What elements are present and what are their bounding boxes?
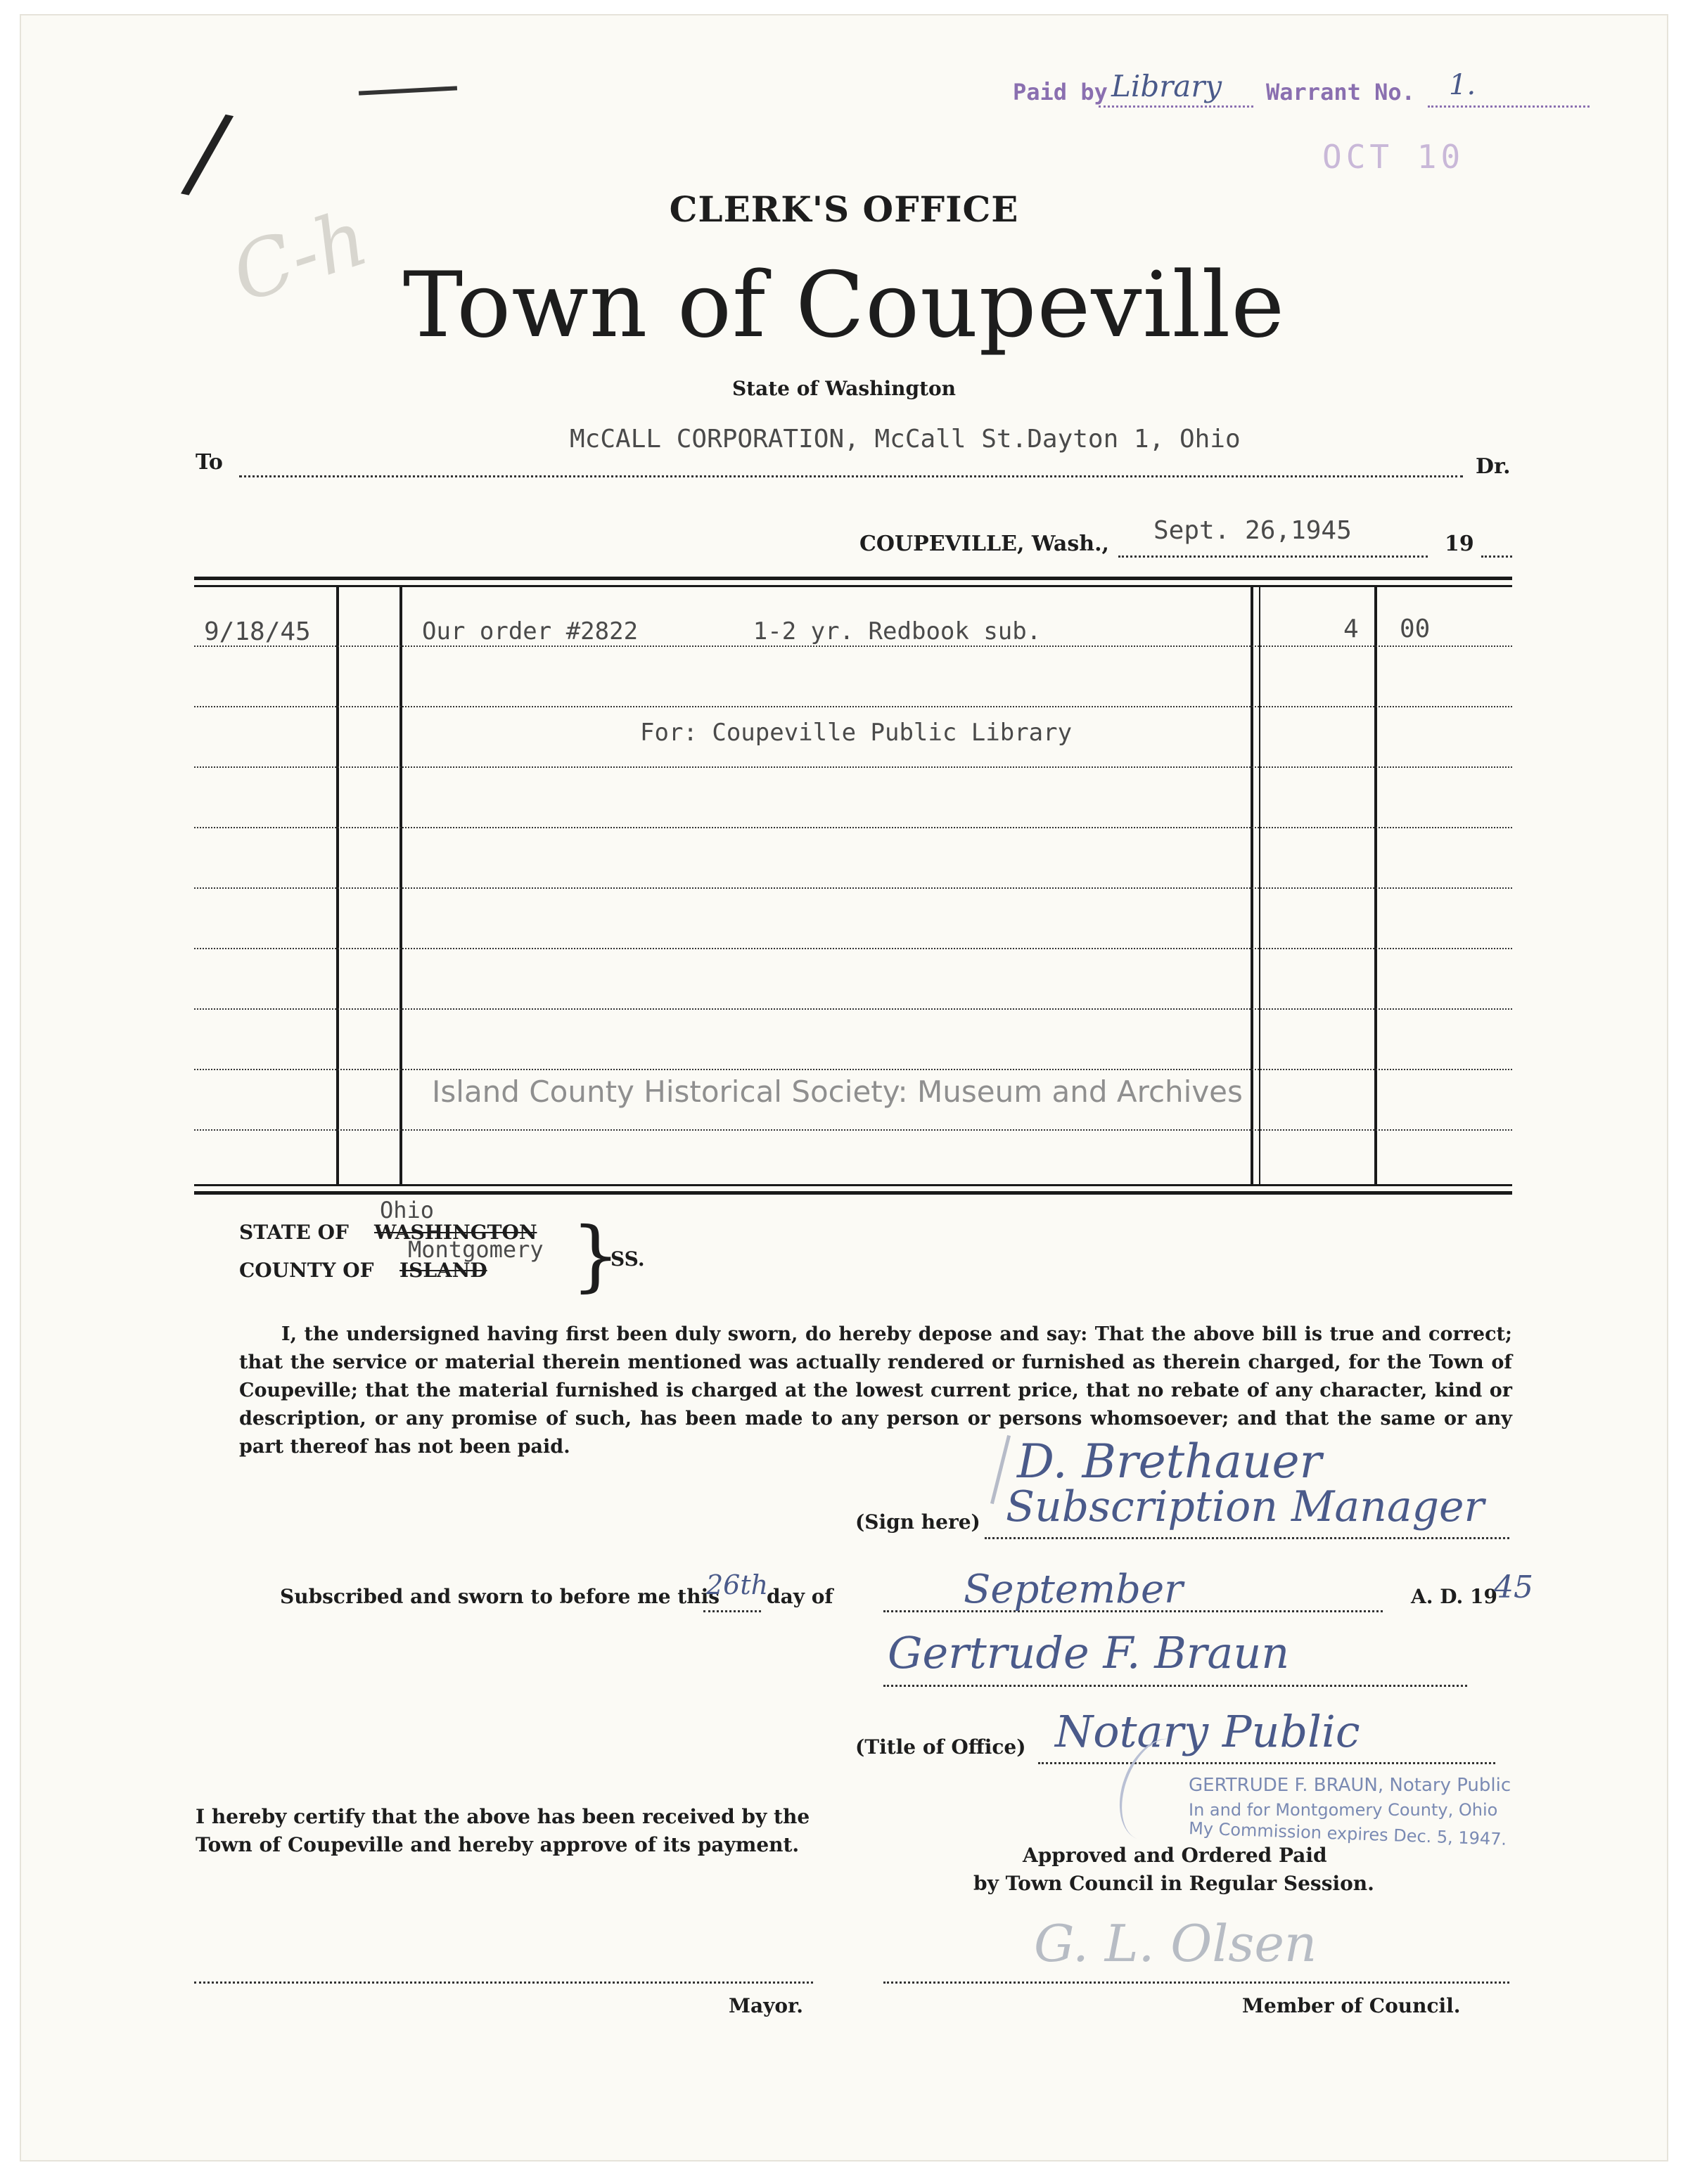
notary-stamp-line-1: GERTRUDE F. BRAUN, Notary Public bbox=[1189, 1775, 1511, 1796]
notary-signature: Gertrude F. Braun bbox=[888, 1627, 1290, 1678]
signer-title: Subscription Manager bbox=[1006, 1482, 1485, 1531]
day-of-label: day of bbox=[767, 1585, 833, 1608]
office-title-value: Notary Public bbox=[1055, 1706, 1360, 1757]
office-title-line bbox=[1038, 1762, 1495, 1764]
mayor-sign-line bbox=[194, 1981, 813, 1984]
notary-sign-line bbox=[883, 1685, 1467, 1687]
county-struck: ISLAND bbox=[399, 1259, 487, 1282]
archive-watermark: Island County Historical Society: Museum and Archives bbox=[432, 1074, 1243, 1109]
council-signature: G. L. Olsen bbox=[1034, 1914, 1317, 1973]
county-of-label: COUNTY OF bbox=[239, 1259, 374, 1282]
ad-label: A. D. 19 bbox=[1411, 1585, 1497, 1608]
check-mark: / bbox=[177, 89, 238, 217]
approved-line-1: Approved and Ordered Paid bbox=[1023, 1844, 1327, 1867]
table-top-rule-2 bbox=[194, 585, 1512, 587]
dr-label: Dr. bbox=[1476, 454, 1511, 479]
state-typed: Ohio bbox=[380, 1197, 435, 1223]
pencil-note: C-h bbox=[221, 192, 378, 320]
state-of-label: STATE OF bbox=[239, 1221, 349, 1244]
state-struck: WASHINGTON bbox=[374, 1221, 537, 1244]
office-heading: CLERK'S OFFICE bbox=[669, 188, 1019, 230]
table-row-line bbox=[194, 887, 1512, 889]
city-label: COUPEVILLE, Wash., bbox=[859, 532, 1109, 556]
affidavit-text: I, the undersigned having first been duly sworn, do hereby depose and say: That the above bill is true and correct; that the service or material therein mentioned was actually rendered or furnished as therein charged, for the Town of Coupeville; that the material furnished is charged at the lowest current price, that no rebate of any character, kind or description, or any promise of such, has been made to any person or persons whomsoever; and that the same or any part thereof has not been paid. bbox=[239, 1323, 1512, 1458]
date-line bbox=[1118, 555, 1428, 558]
ss-label: SS. bbox=[610, 1247, 645, 1271]
sworn-month: September bbox=[964, 1567, 1183, 1612]
table-row-line bbox=[194, 1008, 1512, 1010]
county-typed: Montgomery bbox=[408, 1236, 544, 1263]
sworn-year: 45 bbox=[1494, 1569, 1533, 1605]
row-1-date: 9/18/45 bbox=[204, 617, 311, 646]
warrant-value: 1. bbox=[1449, 69, 1476, 101]
col-divider-2 bbox=[399, 587, 402, 1184]
day-line bbox=[703, 1610, 761, 1612]
paid-by-line bbox=[1099, 105, 1253, 108]
sworn-day: 26th bbox=[706, 1569, 769, 1600]
table-row-line bbox=[194, 706, 1512, 707]
payee-value: McCALL CORPORATION, McCall St.Dayton 1, Ohio bbox=[570, 425, 1241, 454]
to-line bbox=[239, 475, 1463, 477]
table-bottom-rule bbox=[194, 1184, 1512, 1186]
sworn-prefix: Subscribed and sworn to before me this bbox=[280, 1585, 720, 1608]
mayor-label: Mayor. bbox=[729, 1994, 804, 2017]
table-top-rule bbox=[194, 577, 1512, 580]
col-divider-4 bbox=[1374, 587, 1377, 1184]
approved-line-2: by Town Council in Regular Session. bbox=[973, 1872, 1374, 1895]
row-1-cents: 00 bbox=[1400, 615, 1431, 643]
table-bottom-rule-2 bbox=[194, 1191, 1512, 1195]
year-line bbox=[1481, 555, 1512, 558]
warrant-label: Warrant No. bbox=[1266, 79, 1415, 105]
page-title: Town of Coupeville bbox=[402, 253, 1286, 358]
row-1-dollars: 4 bbox=[1343, 615, 1359, 643]
to-label: To bbox=[196, 450, 223, 475]
sign-here-label: (Sign here) bbox=[855, 1510, 980, 1534]
council-sign-line bbox=[883, 1981, 1509, 1984]
paid-by-label: Paid by bbox=[1013, 79, 1108, 105]
col-divider-3 bbox=[1251, 587, 1253, 1184]
notary-stamp-line-3: My Commission expires Dec. 5, 1947. bbox=[1188, 1818, 1507, 1849]
warrant-line bbox=[1428, 105, 1590, 108]
col-divider-1 bbox=[336, 587, 339, 1184]
row-1-description: Our order #2822 1-2 yr. Redbook sub. bbox=[422, 617, 1042, 645]
table-row-line bbox=[194, 948, 1512, 949]
year-suffix: 19 bbox=[1445, 532, 1474, 556]
table-row-line bbox=[194, 766, 1512, 768]
table-row-line bbox=[194, 1129, 1512, 1131]
state-subtitle: State of Washington bbox=[731, 377, 957, 400]
sign-line bbox=[985, 1537, 1509, 1539]
col-divider-3b bbox=[1259, 587, 1260, 1184]
invoice-date: Sept. 26,1945 bbox=[1153, 516, 1352, 545]
paid-by-value: Library bbox=[1111, 69, 1222, 103]
office-title-label: (Title of Office) bbox=[855, 1735, 1026, 1759]
table-row-line bbox=[194, 645, 1512, 647]
date-stamp: OCT 10 bbox=[1322, 138, 1465, 176]
certify-text: I hereby certify that the above has been received by the Town of Coupeville and hereby approve of its payment. bbox=[196, 1805, 810, 1856]
row-2-description: For: Coupeville Public Library bbox=[640, 719, 1073, 747]
council-label: Member of Council. bbox=[1242, 1994, 1461, 2017]
venue-brace: } bbox=[571, 1210, 620, 1300]
notary-stamp-line-2: In and for Montgomery County, Ohio bbox=[1189, 1800, 1498, 1820]
table-row-line bbox=[194, 827, 1512, 828]
table-row-line bbox=[194, 1069, 1512, 1070]
signer-signature: D. Brethauer bbox=[1017, 1434, 1322, 1489]
